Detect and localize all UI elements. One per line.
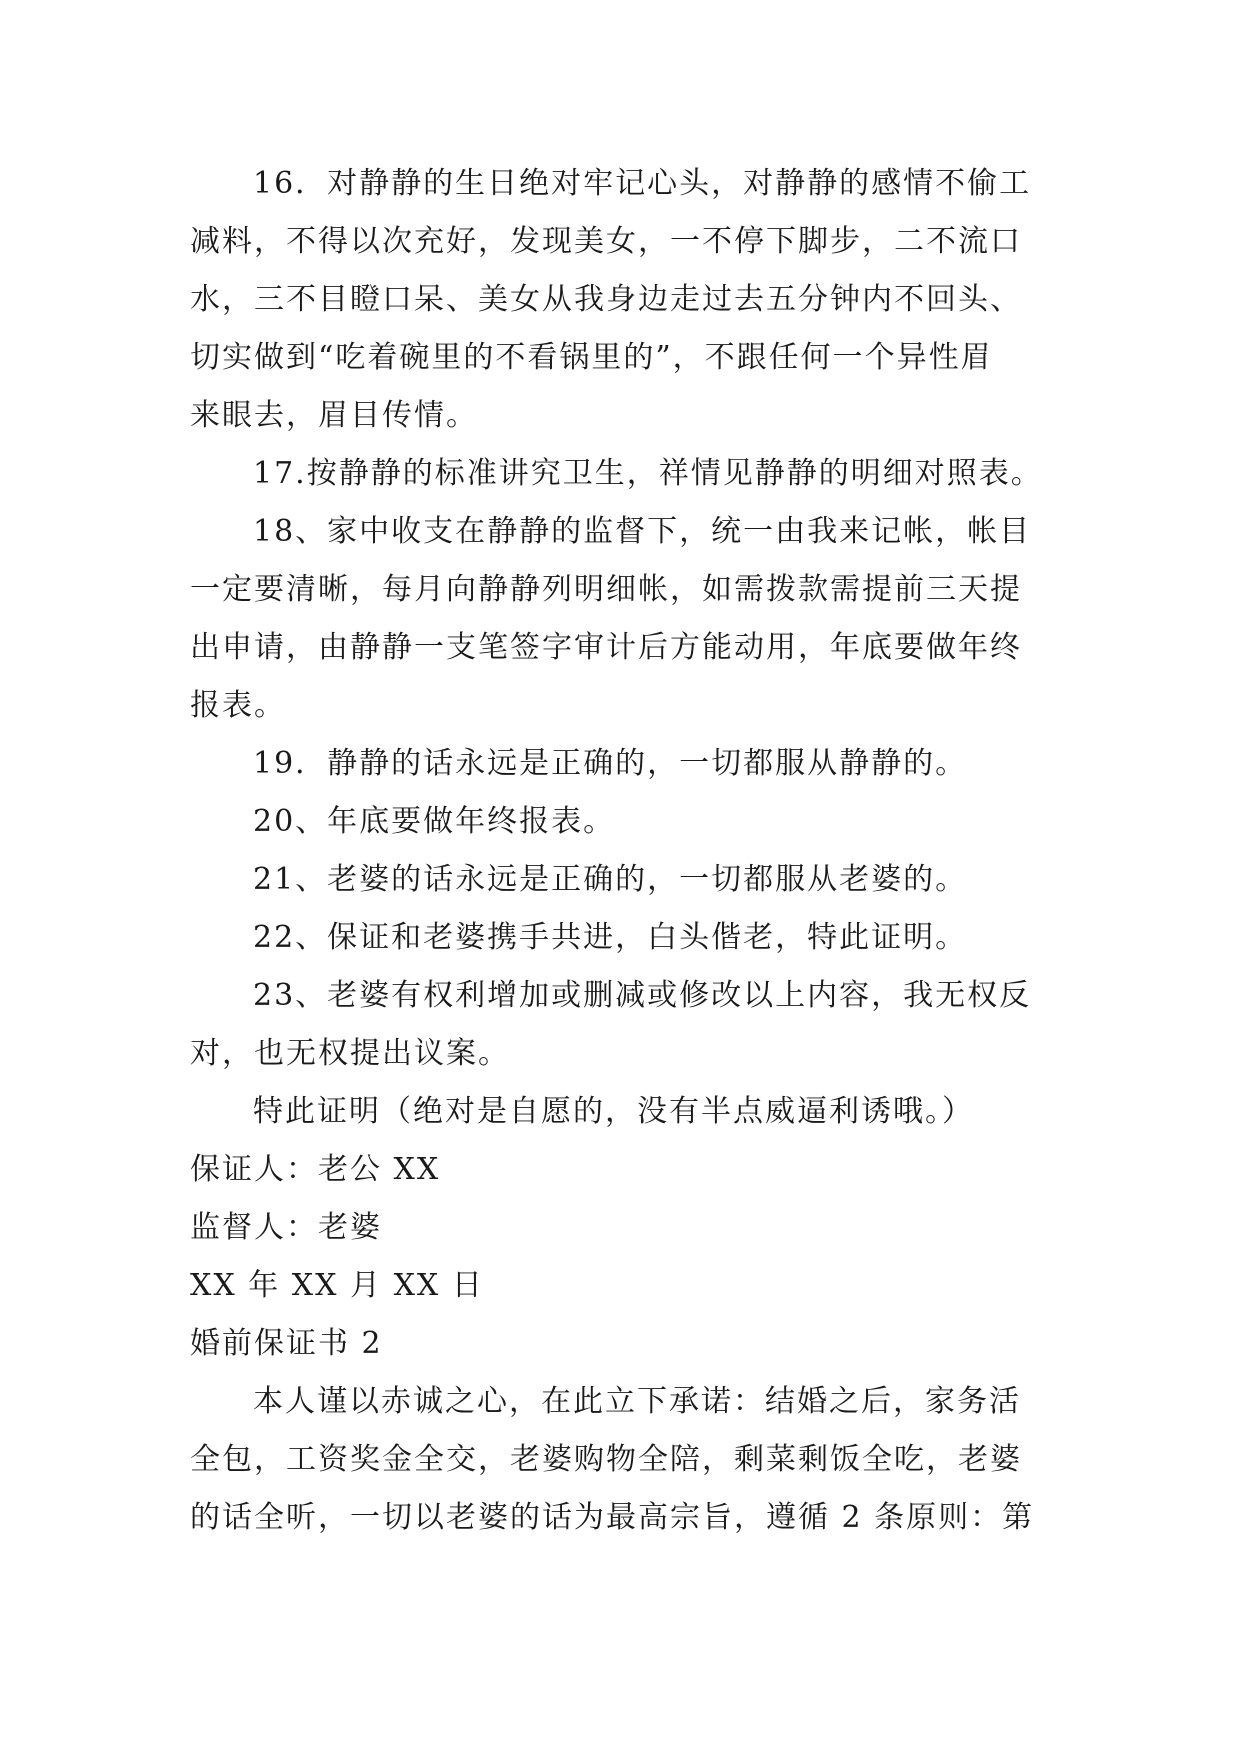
text-line-item-20: 20、年底要做年终报表。: [253, 804, 616, 839]
text-line-item-17: 17.按静静的标准讲究卫生，祥情见静静的明细对照表。: [253, 456, 1043, 491]
text-line: 全包，工资奖金全交，老婆购物全陪，剩菜剩饭全吃，老婆: [190, 1442, 1022, 1477]
certification-statement: 特此证明（绝对是自愿的，没有半点威逼利诱哦。）: [253, 1094, 974, 1129]
text-line: 对，也无权提出议案。: [190, 1036, 510, 1071]
text-line: 的话全听，一切以老婆的话为最高宗旨，遵循 2 条原则：第: [190, 1500, 1035, 1535]
text-line-item-22: 22、保证和老婆携手共进，白头偕老，特此证明。: [253, 920, 968, 955]
text-line: 出申请，由静静一支笔签字审计后方能动用，年底要做年终: [190, 630, 1022, 665]
text-line: 水，三不目瞪口呆、美女从我身边走过去五分钟内不回头、: [190, 282, 1022, 317]
text-line: 一定要清晰，每月向静静列明细帐，如需拨款需提前三天提: [190, 572, 1022, 607]
guarantor-line: 保证人：老公 XX: [190, 1152, 441, 1187]
text-line-item-16-start: 16．对静静的生日绝对牢记心头，对静静的感情不偷工: [253, 166, 1032, 201]
text-line: 来眼去，眉目传情。: [190, 398, 478, 433]
text-line: 报表。: [190, 688, 286, 723]
text-line-item-19: 19．静静的话永远是正确的，一切都服从静静的。: [253, 746, 968, 781]
text-line-paragraph-start: 本人谨以赤诚之心，在此立下承诺：结婚之后，家务活: [253, 1384, 1021, 1419]
section-heading: 婚前保证书 2: [190, 1326, 383, 1361]
text-line-item-23-start: 23、老婆有权利增加或删减或修改以上内容，我无权反: [253, 978, 1032, 1013]
date-line: XX 年 XX 月 XX 日: [190, 1268, 484, 1303]
supervisor-line: 监督人：老婆: [190, 1210, 382, 1245]
text-line: 减料，不得以次充好，发现美女，一不停下脚步，二不流口: [190, 224, 1022, 259]
text-line-item-21: 21、老婆的话永远是正确的，一切都服从老婆的。: [253, 862, 968, 897]
text-line-item-18-start: 18、家中收支在静静的监督下，统一由我来记帐，帐目: [253, 514, 1032, 549]
text-line: 切实做到“吃着碗里的不看锅里的”，不跟任何一个异性眉: [190, 340, 993, 375]
